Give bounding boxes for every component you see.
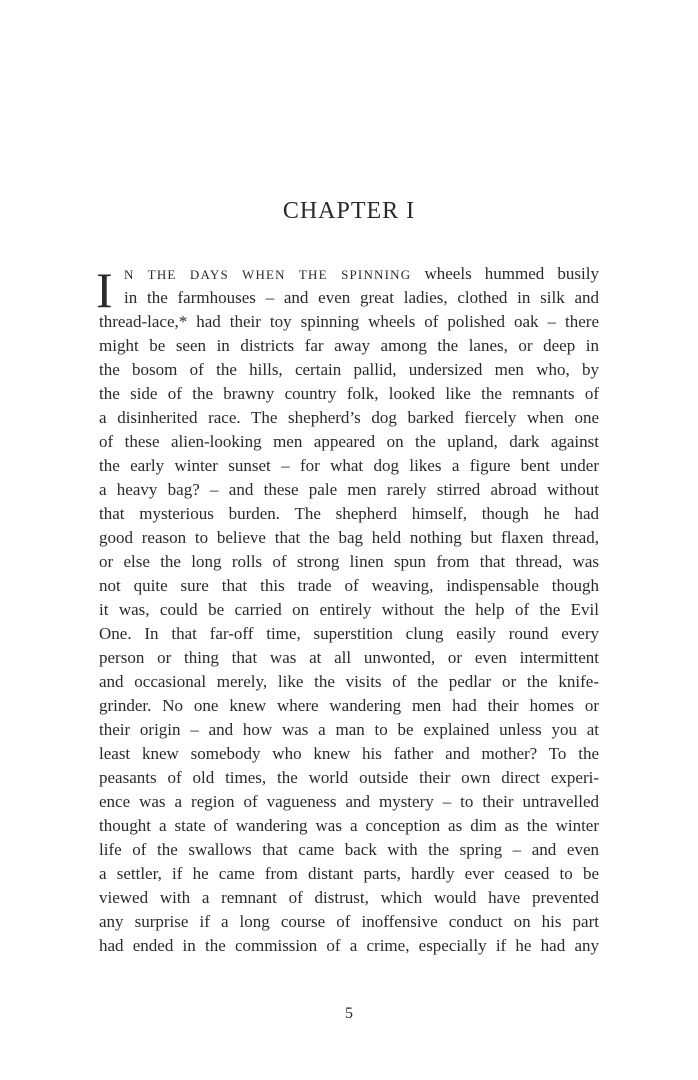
first-line-rest: wheels hummed busily <box>411 264 599 283</box>
text-line: thread-lace,* had their toy spinning wheels of polished oak – there <box>99 312 599 331</box>
text-line: any surprise if a long course of inoffensive conduct on his part <box>99 912 599 931</box>
text-line: and occasional merely, like the visits of the pedlar or the knife- <box>99 672 599 691</box>
text-line: the bosom of the hills, certain pallid, undersized men who, by <box>99 360 599 379</box>
text-line: their origin – and how was a man to be explained unless you at <box>99 720 599 739</box>
text-line: good reason to believe that the bag held nothing but flaxen thread, <box>99 528 599 547</box>
drop-cap: I <box>96 262 113 318</box>
text-line: that mysterious burden. The shepherd himself, though he had <box>99 504 599 523</box>
text-line: a heavy bag? – and these pale men rarely stirred abroad without <box>99 480 599 499</box>
text-line: it was, could be carried on entirely without the help of the Evil <box>99 600 599 619</box>
page-number: 5 <box>345 1005 353 1022</box>
text-line: person or thing that was at all unwonted, or even intermittent <box>99 648 599 667</box>
chapter-title: CHAPTER I <box>282 198 416 224</box>
text-line: the early winter sunset – for what dog likes a figure bent under <box>99 456 599 475</box>
text-line: a disinherited race. The shepherd’s dog barked fiercely when one <box>99 408 599 427</box>
text-line: the side of the brawny country folk, looked like the remnants of <box>99 384 599 403</box>
text-line: in the farmhouses – and even great ladies, clothed in silk and <box>124 288 599 307</box>
text-line: life of the swallows that came back with the spring – and even <box>99 840 599 859</box>
text-line: One. In that far-off time, superstition clung easily round every <box>99 624 599 643</box>
text-line: least knew somebody who knew his father and mother? To the <box>99 744 599 763</box>
text-line: not quite sure that this trade of weaving, indispensable though <box>99 576 599 595</box>
text-line: had ended in the commission of a crime, especially if he had any <box>99 936 599 955</box>
text-line: peasants of old times, the world outside their own direct experi- <box>99 768 599 787</box>
text-line: ence was a region of vagueness and mystery – to their untravelled <box>99 792 599 811</box>
text-line: grinder. No one knew where wandering men had their homes or <box>99 696 599 715</box>
text-line-1 <box>99 262 599 286</box>
opening-smallcaps: N THE DAYS WHEN THE SPINNING <box>124 267 412 282</box>
text-line: a settler, if he came from distant parts, hardly ever ceased to be <box>99 864 599 883</box>
chapter-body <box>96 262 599 958</box>
text-line: or else the long rolls of strong linen spun from that thread, was <box>99 552 599 571</box>
text-line: might be seen in districts far away among the lanes, or deep in <box>99 336 599 355</box>
text-line: of these alien-looking men appeared on the upland, dark against <box>99 432 599 451</box>
text-line: thought a state of wandering was a conception as dim as the winter <box>99 816 599 835</box>
text-line: viewed with a remnant of distrust, which would have prevented <box>99 888 599 907</box>
